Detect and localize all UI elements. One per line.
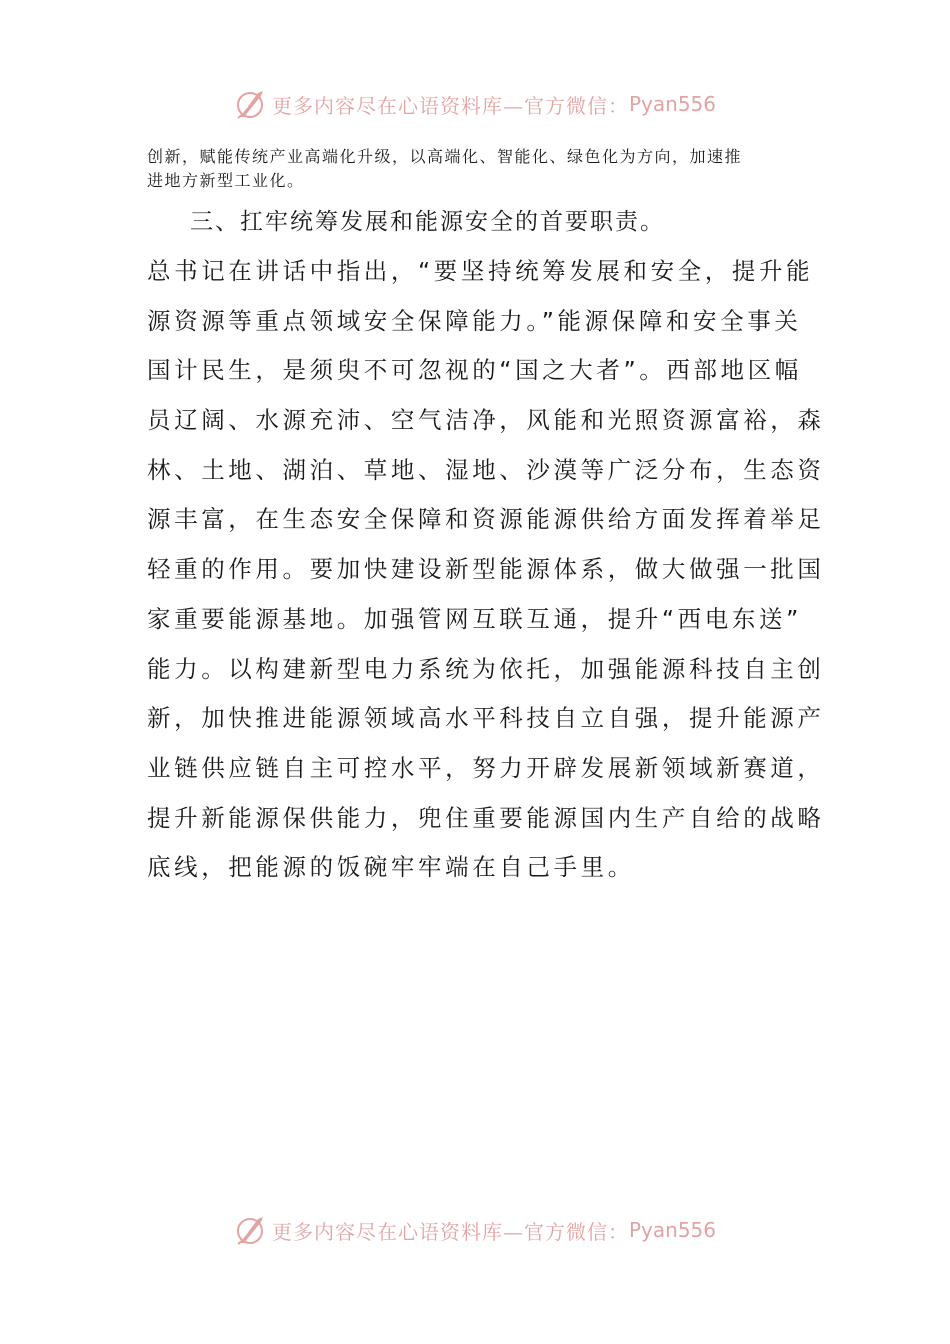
text-line: 业链供应链自主可控水平，努力开辟发展新领域新赛道，	[147, 753, 825, 782]
text-line: 新，加快推进能源领域高水平科技自立自强，提升能源产	[147, 704, 825, 733]
text-line: 源资源等重点领域安全保障能力。”能源保障和安全事关	[147, 306, 802, 335]
watermark-handle: Pyan556	[628, 92, 716, 116]
continuation-paragraph	[147, 145, 807, 193]
text-line: 轻重的作用。要加快建设新型能源体系，做大做强一批国	[147, 555, 825, 584]
text-line: 底线，把能源的饭碗牢牢端在自己手里。	[147, 853, 635, 882]
text-line: 进地方新型工业化。	[147, 171, 305, 190]
body-paragraph	[147, 247, 827, 893]
text-line: 员辽阔、水源充沛、空气洁净，风能和光照资源富裕，森	[147, 406, 825, 435]
pen-nib-circle-icon	[234, 1213, 268, 1247]
text-line: 总书记在讲话中指出，“要坚持统筹发展和安全，提升能	[147, 257, 814, 285]
text-line: 能力。以构建新型电力系统为依托，加强能源科技自主创	[147, 654, 825, 683]
text-line: 创新，赋能传统产业高端化升级，以高端化、智能化、绿色化为方向，加速推	[147, 147, 743, 166]
text-line: 提升新能源保供能力，兜住重要能源国内生产自给的战略	[147, 803, 825, 832]
section-heading: 三、扛牢统筹发展和能源安全的首要职责。	[190, 209, 665, 235]
text-line: 林、土地、湖泊、草地、湿地、沙漠等广泛分布，生态资	[147, 455, 825, 484]
text-line: 国计民生，是须臾不可忽视的“国之大者”。西部地区幅	[147, 356, 802, 385]
watermark-text: 更多内容尽在心语资料库—官方微信：	[271, 93, 629, 118]
watermark-text: 更多内容尽在心语资料库—官方微信：	[271, 1219, 629, 1244]
footer-watermark	[0, 1210, 950, 1250]
text-line: 源丰富，在生态安全保障和资源能源供给方面发挥着举足	[147, 505, 825, 534]
watermark-handle: Pyan556	[628, 1218, 716, 1242]
pen-nib-circle-icon	[234, 87, 268, 121]
text-line: 家重要能源基地。加强管网互联互通，提升“西电东送”	[147, 604, 802, 633]
header-watermark	[0, 84, 950, 124]
